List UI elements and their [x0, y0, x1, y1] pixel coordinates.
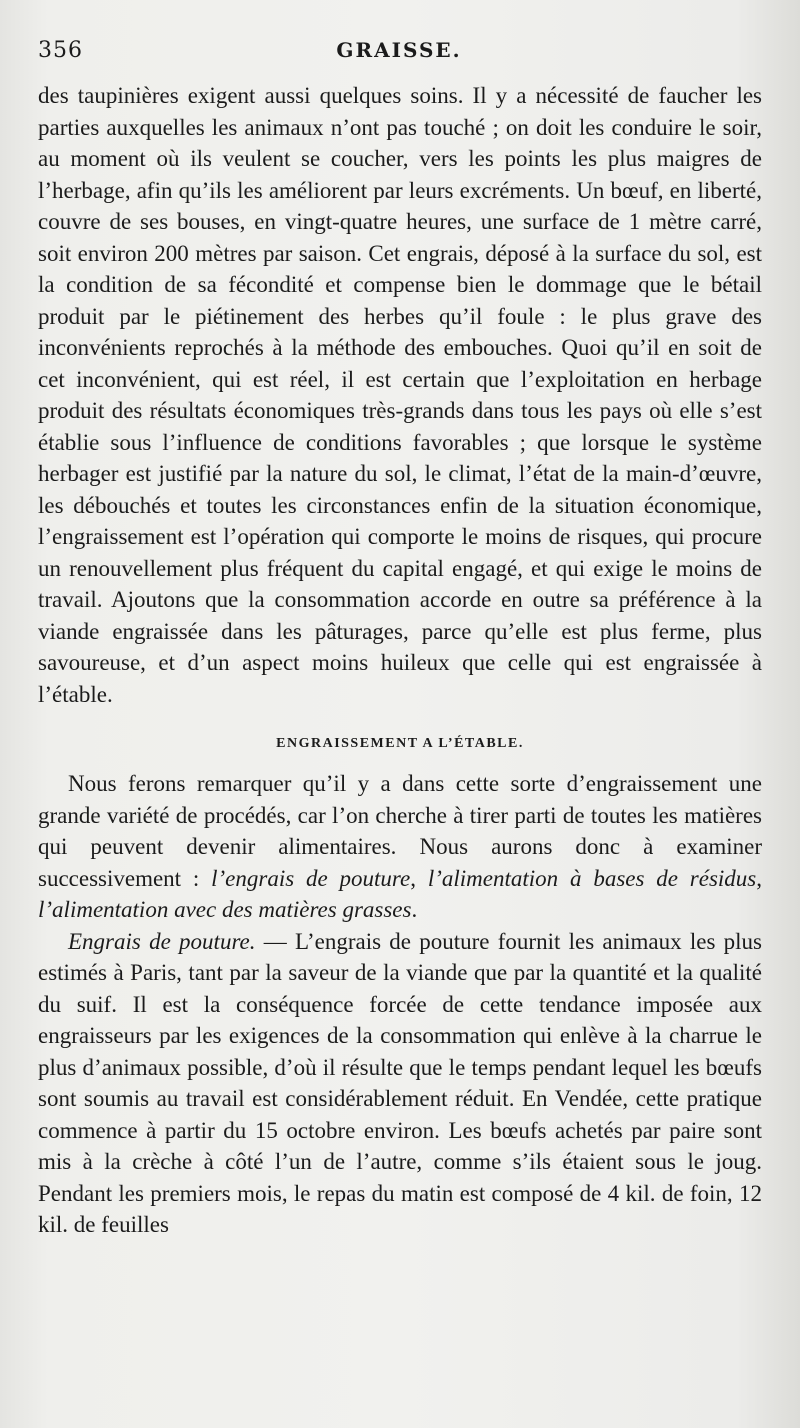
section-heading: ENGRAISSEMENT A L’ÉTABLE. — [276, 736, 524, 751]
paragraph-continuation: des taupinières exigent aussi quelques soins. Il y a nécessité de faucher les parties auxquelles les animaux n’ont pas touché ; on doit les conduire le soir, au moment où ils veulent se coucher, vers les points les plus maigres de l’herbage, afin qu’ils les améliorent par leurs excréments. Un bœuf, en liberté, couvre de ses bouses, en vingt-quatre heures, une surface de 1 mètre carré, soit environ 200 mètres par saison. Cet engrais, déposé à la surface du sol, est la condition de sa fécondité et compense bien le dommage que le bétail produit par le piétinement des herbes qu’il foule : le plus grave des inconvénients reprochés à la méthode des embouches. Quoi qu’il en soit de cet inconvénient, qui est réel, il est certain que l’exploitation en herbage produit des résultats économiques très-grands dans tous les pays où elle s’est établie sous l’influence de conditions favorables ; que lorsque le système herbager est justifié par la nature du sol, le climat, l’état de la main-d’œuvre, les débouchés et toutes les circonstances enfin de la situation économique, l’engraissement est l’opération qui comporte le moins de risques, qui procure un renouvellement plus fréquent du capital engagé, et qui exige le moins de travail. Ajoutons que la consommation accorde en outre sa préférence à la viande engraissée dans les pâturages, parce qu’elle est plus ferme, plus savoureuse, et d’un aspect moins huileux que celle qui est engraissée à l’étable. — [38, 83, 762, 707]
paragraph-pouture-lead: Engrais de pouture. — [68, 928, 256, 954]
page-body — [38, 80, 762, 1241]
paragraph-intro — [38, 768, 762, 926]
period: . — [411, 897, 418, 922]
separator: , — [410, 865, 428, 891]
paragraph-intro-text: Nous ferons remarquer qu’il y a dans cette sorte d’engraissement une grande variété de procédés, car l’on cherche à tirer parti de toutes les matières qui peuvent devenir alimentaires. Nous aurons donc à examiner successivement : — [38, 771, 762, 891]
page-number: 356 — [38, 38, 83, 63]
separator: , — [756, 865, 763, 891]
method-pouture: l’engrais de pouture — [211, 865, 411, 891]
paragraph-pouture — [38, 926, 762, 1241]
page-header — [38, 30, 760, 70]
method-residus: l’alimentation à bases de résidus — [427, 865, 757, 891]
paragraph-pouture-text: — L’engrais de pouture fournit les animaux les plus estimés à Paris, tant par la saveur de la viande que par la quantité et la qualité du suif. Il est la conséquence forcée de cette tendance imposée aux engraisseurs par les exigences de la consommation qui enlève à la charrue le plus d’animaux possible, d’où il résulte que le temps pendant lequel les bœufs sont soumis au travail est considérablement réduit. En Vendée, cette pratique commence à partir du 15 octobre environ. Les bœufs achetés par paire sont mis à la crèche à côté l’un de l’autre, comme s’ils étaient sous le joug. Pendant les premiers mois, le repas du matin est composé de 4 kil. de foin, 12 kil. de feuilles — [38, 928, 763, 1237]
running-head: GRAISSE. — [336, 38, 462, 62]
method-matieres-grasses: l’alimentation avec des matières grasses — [38, 897, 412, 922]
